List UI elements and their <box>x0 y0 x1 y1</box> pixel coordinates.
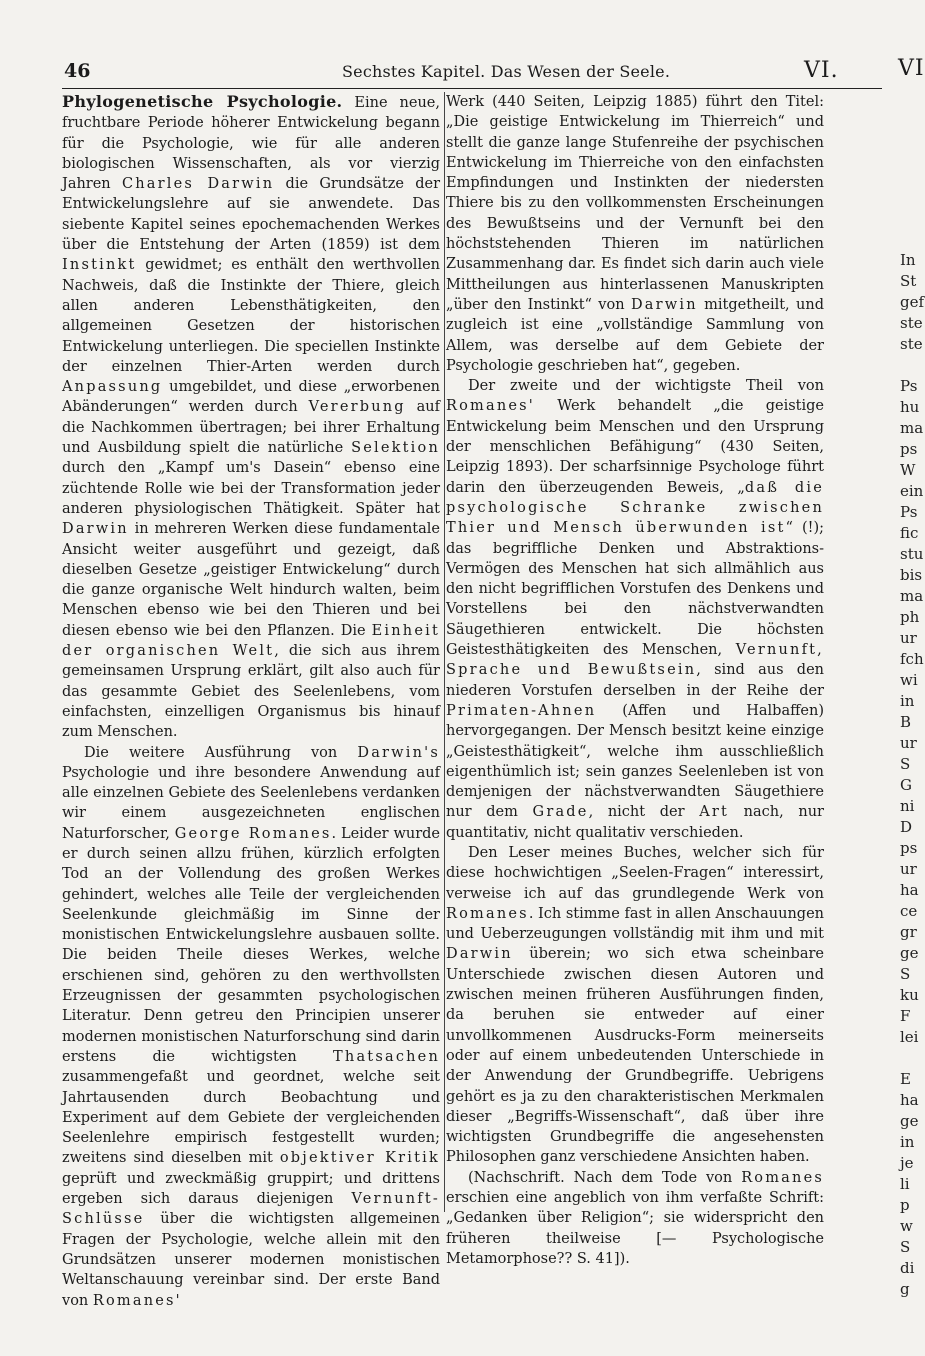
edge-fragment: fch <box>900 650 924 668</box>
edge-fragment <box>900 1048 920 1069</box>
spaced-term: Anpassung <box>62 379 163 396</box>
edge-fragment: ps <box>900 839 918 857</box>
edge-fragment: ph <box>900 608 920 626</box>
edge-fragment: ste <box>900 335 923 353</box>
text-run: in mehreren Werken diese fundamentale Ansicht weiter ausgeführt und gezeigt, daß dieselben Gesetze „geistiger Entwickelung“ durch die ganze organische Welt hindurch walten, beim Menschen ebenso wie bei den Thieren und bei diesen ebenso wie bei den Pflanzen. Die <box>62 521 440 639</box>
text-run: durch den „Kampf um's Dasein“ ebenso eine züchtende Rolle wie bei der Transformation jeder anderen physiologischen Thätigkeit. Später hat <box>62 460 440 517</box>
column-divider <box>444 92 445 1212</box>
edge-fragment: ha <box>900 881 919 899</box>
spaced-term: Art <box>699 804 730 821</box>
edge-fragment: ha <box>900 1091 919 1109</box>
edge-fragment: p <box>900 1196 910 1214</box>
next-page-head: VI <box>898 56 925 81</box>
text-run: Werk behandelt „die geistige Entwickelung beim Menschen und den Ursprung der menschlichen Befähigung“ (430 Seiten, Leipzig 1893). Der scharfsinnige Psychologe führt darin den überzeugenden Beweis, „ <box>446 398 824 496</box>
text-run: Der zweite und der wichtigste Theil von <box>468 378 824 395</box>
section-heading: Phylogenetische Psychologie. <box>62 92 343 111</box>
edge-fragment: in <box>900 1133 915 1151</box>
spaced-term: Instinkt <box>62 257 137 274</box>
spaced-term: Vernunft, Sprache und Bewußtsein <box>446 642 824 679</box>
spaced-name: Darwin's <box>357 744 440 761</box>
text-run: auf die Nachkommen übertragen; bei ihrer Erhaltung und Ausbildung spielt die natürliche <box>62 399 440 457</box>
edge-fragment: ku <box>900 986 919 1004</box>
text-run: “ (!); das begriffliche Denken und Abstraktions-Vermögen des Menschen hat sich allmählich aus den nicht begrifflichen Vorstufen des Denkens und Vorstellens bei den nächstverwandten Säugethieren entwickelt. Die höchsten Geistesthätigkeiten des Menschen, <box>446 520 824 659</box>
paragraph <box>62 743 440 1311</box>
edge-fragment: bis <box>900 566 923 584</box>
edge-fragment: D <box>900 818 913 836</box>
text-run: erschien eine angeblich von ihm verfaßte Schrift: „Gedanken über Religion“; sie widerspricht den früheren theilweise [— Psychologische Metamorphose?? S. 41]). <box>446 1190 824 1267</box>
chapter-numeral: VI. <box>804 58 839 83</box>
spaced-term: Primaten-Ahnen <box>446 702 597 719</box>
text-run: mitgetheilt, und zugleich ist eine „vollständige Sammlung von Allem, was derselbe auf dem Gebiete der Psychologie geschrieben hat“, gegeben. <box>446 296 824 374</box>
spaced-term: objektiver Kritik <box>279 1150 440 1167</box>
edge-fragment: hu <box>900 398 920 416</box>
spaced-name: Romanes' <box>446 398 535 415</box>
edge-fragment: S <box>900 755 911 773</box>
spaced-name: Charles Darwin <box>121 176 275 193</box>
text-run: nach, nur quantitativ, nicht qualitativ verschieden. <box>446 804 824 841</box>
text-run: die Grundsätze der Entwickelungslehre auf sie anwendete. Das siebente Kapitel seines epochemachenden Werkes über die Entstehung der Arten (1859) ist dem <box>62 176 441 254</box>
spaced-term: Vererbung <box>308 399 406 416</box>
next-page-edge <box>900 250 925 1300</box>
text-run: über die wichtigsten allgemeinen Fragen der Psychologie, welche allein mit den Grundsätzen unserer modernen monistischen Weltanschauung vereinbar sind. Der erste Band von <box>62 1211 440 1309</box>
edge-fragment: wi <box>900 671 918 689</box>
edge-fragment: B <box>900 713 912 731</box>
edge-fragment: Ps <box>900 503 918 521</box>
edge-fragment: E <box>900 1070 911 1088</box>
text-run: überein; wo sich etwa scheinbare Unterschiede zwischen diesen Autoren und zwischen meinen früheren Ausführungen finden, da beruhen sie entweder auf einer unvollkommenen Ausdrucks-Form meinerseits oder auf einem unbedeutenden Unterschiede in der Anwendung der Grundbegriffe. Uebrigens gehört es ja zu den charakteristischen Merkmalen dieser „Begriffs-Wissenschaft“, daß über ihre wichtigsten Grundbegriffe die angesehensten Philosophen ganz verschiedene Ansichten haben. <box>446 946 824 1166</box>
spaced-term: Einheit der organischen Welt <box>62 622 440 660</box>
text-run: zusammengefaßt und geordnet, welche seit Jahrtausenden durch Beobachtung und Experiment auf dem Gebiete der vergleichenden Seelenlehre empirisch festgestellt wurden; zweitens sind dieselben mit <box>62 1069 440 1167</box>
edge-fragment <box>900 355 920 376</box>
edge-fragment: ur <box>900 860 917 878</box>
edge-fragment: S <box>900 965 911 983</box>
edge-fragment: je <box>900 1154 914 1172</box>
text-run: umgebildet, und diese „erworbenen Abänderungen“ werden durch <box>62 379 440 416</box>
spaced-term: Vernunft-Schlüsse <box>62 1191 440 1228</box>
paragraph <box>446 92 824 376</box>
text-run: Den Leser meines Buches, welcher sich für diese hochwichtigen „Seelen-Fragen“ interessirt, verweise ich auf das grundlegende Werk von <box>446 844 824 902</box>
right-column <box>446 92 824 1269</box>
edge-fragment: ge <box>900 944 919 962</box>
edge-fragment: fic <box>900 524 919 542</box>
spaced-name: Darwin <box>446 946 513 963</box>
edge-fragment: in <box>900 692 915 710</box>
running-head: Sechstes Kapitel. Das Wesen der Seele. <box>342 62 671 81</box>
spaced-term: Grade <box>532 804 589 821</box>
edge-fragment: gef <box>900 293 925 311</box>
paragraph <box>446 843 824 1168</box>
edge-fragment: ps <box>900 440 918 458</box>
edge-fragment: F <box>900 1007 911 1025</box>
edge-fragment: lei <box>900 1028 919 1046</box>
spaced-name: Romanes' <box>92 1292 182 1309</box>
edge-fragment: ma <box>900 419 924 437</box>
text-run: , die sich aus ihrem gemeinsamen Ursprung erklärt, gilt also auch für das gesammte Gebiet des Seelenlebens, vom einfachsten, einzelligen Organismus bis hinauf zum Menschen. <box>62 643 441 741</box>
text-run: (Affen und Halbaffen) hervorgegangen. Der Mensch besitzt keine einzige „Geistesthätigkeit“, welche ihm ausschließlich eigenthümlich ist; sein ganzes Seelenleben ist von demjenigen der nächstverwandten Säugethiere nur dem <box>446 702 824 821</box>
edge-fragment: di <box>900 1259 915 1277</box>
spaced-name: Romanes <box>741 1169 824 1186</box>
paragraph <box>446 376 824 843</box>
spaced-quote: daß die psychologische Schranke zwischen Thier und Mensch überwunden ist <box>446 479 825 537</box>
text-run: Psychologie und ihre besondere Anwendung auf alle einzelnen Gebiete des Seelenlebens verdanken wir einem ausgezeichneten englischen Naturforscher, <box>62 764 440 842</box>
edge-fragment: ce <box>900 902 918 920</box>
spaced-term: Thatsachen <box>333 1048 440 1065</box>
edge-fragment: Ps <box>900 377 918 395</box>
edge-fragment: St <box>900 272 917 290</box>
edge-fragment: li <box>900 1175 910 1193</box>
edge-fragment: G <box>900 776 912 794</box>
edge-fragment: In <box>900 251 916 269</box>
text-run: . Leider wurde er durch seinen allzu frühen, kürzlich erfolgten Tod an der Vollendung des großen Werkes gehindert, welches alle Teile der vergleichenden Seelenkunde gleichmäßig im Sinne der monistischen Entwickelungslehre ausbauen sollte. Die beiden Theile dieses Werkes, welche erschienen sind, gehören zu den werthvollsten Erzeugnissen der gesammten psychologischen Literatur. Denn getreu den Principien unserer modernen monistischen Naturforschung sind darin erstens die wichtigsten <box>62 825 441 1065</box>
spaced-term: Selektion <box>351 440 440 457</box>
text-run: (Nachschrift. Nach dem Tode von <box>468 1169 742 1186</box>
text-run: Werk (440 Seiten, Leipzig 1885) führt den Titel: „Die geistige Entwickelung im Thierreich“ und stellt die ganze lange Stufenreihe der psychischen Entwickelung im Thierreiche von den einfachsten Empfindungen und Instinkten der niedersten Thiere bis zu den vollkommensten Erscheinungen des Bewußtseins und der Vernunft bei den höchststehenden Thieren im natürlichen Zusammenhang dar. Es findet sich darin auch viele Mittheilungen aus hinterlassenen Manuskripten „über den Instinkt“ von <box>446 94 824 313</box>
edge-fragment: ni <box>900 797 915 815</box>
spaced-name: Darwin <box>62 521 129 538</box>
text-run: , nicht der <box>588 804 700 821</box>
text-run: gewidmet; es enthält den werthvollen Nachweis, daß die Instinkte der Thiere, gleich allen anderen Lebensthätigkeiten, den allgemeinen Gesetzen der historischen Entwickelung unterliegen. Die speciellen Instinkte der einzelnen Thier-Arten werden durch <box>62 257 440 375</box>
text-run: . Ich stimme fast in allen Anschauungen und Ueberzeugungen vollständig mit ihm und mit <box>446 905 824 943</box>
page-number: 46 <box>64 60 91 82</box>
edge-fragment: ste <box>900 314 923 332</box>
edge-fragment: W <box>900 461 916 479</box>
paragraph <box>62 92 440 743</box>
left-column <box>62 92 440 1311</box>
edge-fragment: S <box>900 1238 911 1256</box>
edge-fragment: ur <box>900 629 917 647</box>
edge-fragment: gr <box>900 923 917 941</box>
text-run: Die weitere Ausführung von <box>84 744 358 761</box>
edge-fragment: ein <box>900 482 924 500</box>
edge-fragment: ma <box>900 587 924 605</box>
page-header <box>62 58 882 89</box>
edge-fragment: w <box>900 1217 913 1235</box>
spaced-name: Darwin <box>630 296 698 313</box>
text-run: Eine neue, fruchtbare Periode höherer Entwickelung begann für die Psychologie, wie für alle anderen biologischen Wissenschaften, als vor vierzig Jahren <box>62 95 441 193</box>
text-run: geprüft und zweckmäßig gruppirt; und drittens ergeben sich daraus diejenigen <box>62 1170 440 1208</box>
edge-fragment: ur <box>900 734 917 752</box>
text-run: , sind aus den niederen Vorstufen derselben in der Reihe der <box>446 662 824 699</box>
edge-fragment: ge <box>900 1112 919 1130</box>
spaced-name: Romanes <box>446 905 529 922</box>
paragraph <box>446 1168 824 1269</box>
edge-fragment: g <box>900 1280 910 1298</box>
spaced-name: George Romanes <box>174 825 332 842</box>
edge-fragment: stu <box>900 545 924 563</box>
